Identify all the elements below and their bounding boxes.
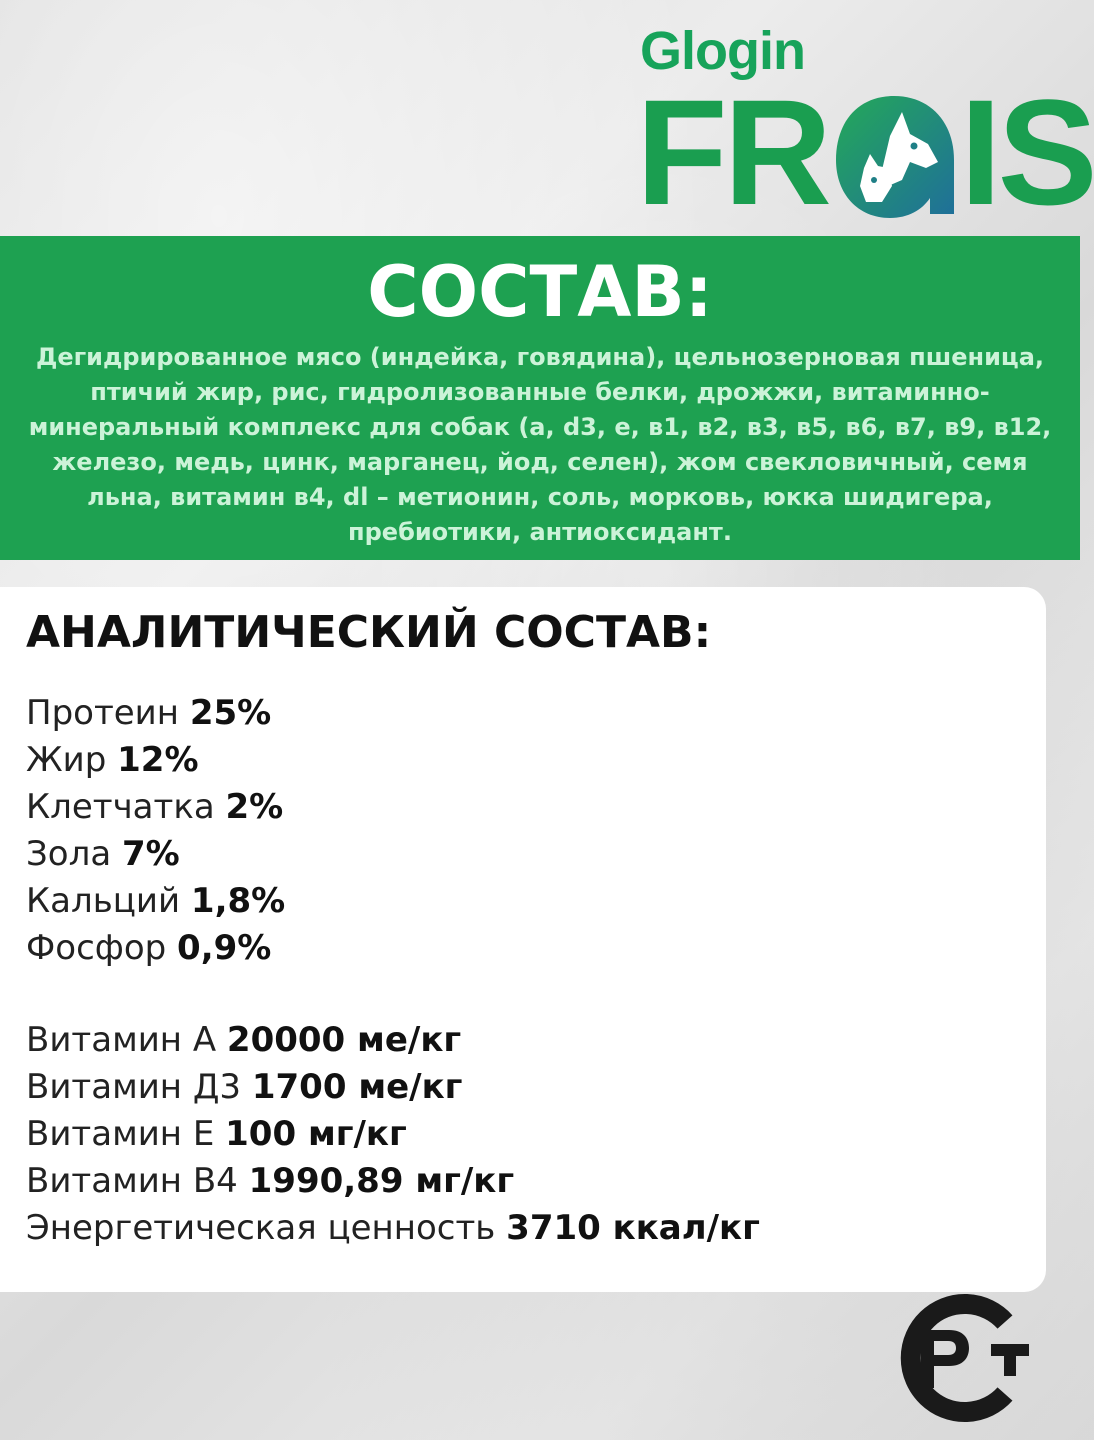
- vitamin-value: 100 мг/кг: [225, 1114, 407, 1154]
- vitamin-row-b4: [26, 1158, 514, 1204]
- vitamin-label: Витамин В4: [26, 1161, 238, 1201]
- vitamin-label: Витамин Е: [26, 1114, 215, 1154]
- vitamin-label: Витамин А: [26, 1020, 217, 1060]
- vitamin-label: Витамин Д3: [26, 1067, 242, 1107]
- energy-row: [26, 1205, 760, 1251]
- vitamin-row-a: [26, 1017, 461, 1063]
- brand-main-left: FR: [636, 68, 828, 236]
- vitamin-value: 20000 ме/кг: [226, 1020, 462, 1060]
- nutrient-value: 1,8%: [190, 881, 286, 921]
- nutrient-value: 7%: [121, 834, 180, 874]
- nutrient-row-protein: [26, 690, 271, 736]
- rst-certification-icon: [893, 1296, 1031, 1420]
- composition-ingredients: Дегидрированное мясо (индейка, говядина), цельнозерновая пшеница, птичий жир, рис, гидролизованные белки, дрожжи, витаминно-минеральный комплекс для собак (а, d3, е, в1, в2, в3, в5, в6, в7, в9, в12, железо, медь, цинк, марганец, йод, селен), жом свекловичный, семя льна, витамин в4, dl – метионин, соль, морковь, юкка шидигера, пребиотики, антиоксидант.: [28, 343, 1052, 546]
- vitamin-value: 1990,89 мг/кг: [248, 1161, 515, 1201]
- nutrient-label: Жир: [26, 740, 107, 780]
- nutrient-label: Фосфор: [26, 928, 167, 968]
- brand-top-text: Glogin: [640, 21, 805, 81]
- nutrient-row-fat: [26, 737, 199, 783]
- analytics-title: АНАЛИТИЧЕСКИЙ СОСТАВ:: [26, 607, 712, 658]
- brand-main-right: IS: [959, 68, 1094, 236]
- nutrient-label: Протеин: [26, 693, 179, 733]
- energy-value: 3710 ккал/кг: [506, 1208, 760, 1248]
- nutrient-value: 25%: [189, 693, 272, 733]
- energy-label: Энергетическая ценность: [26, 1208, 496, 1248]
- nutrient-value: 0,9%: [177, 928, 272, 968]
- vitamin-row-e: [26, 1111, 407, 1157]
- nutrient-row-fiber: [26, 784, 283, 830]
- nutrient-value: 12%: [117, 740, 199, 780]
- brand-main-wordmark: [636, 68, 1094, 236]
- nutrient-row-calcium: [26, 878, 285, 924]
- vitamin-row-d3: [26, 1064, 462, 1110]
- nutrient-label: Кальций: [26, 881, 181, 921]
- composition-title: СОСТАВ:: [367, 251, 713, 333]
- nutrient-row-ash: [26, 831, 180, 877]
- dog-cat-letter-icon: [830, 82, 958, 222]
- nutrient-value: 2%: [225, 787, 284, 827]
- nutrient-label: Зола: [26, 834, 112, 874]
- nutrient-label: Клетчатка: [26, 787, 215, 827]
- brand-logo: [636, 20, 1094, 236]
- vitamin-value: 1700 ме/кг: [251, 1067, 463, 1107]
- nutrient-row-phosphorus: [26, 925, 271, 971]
